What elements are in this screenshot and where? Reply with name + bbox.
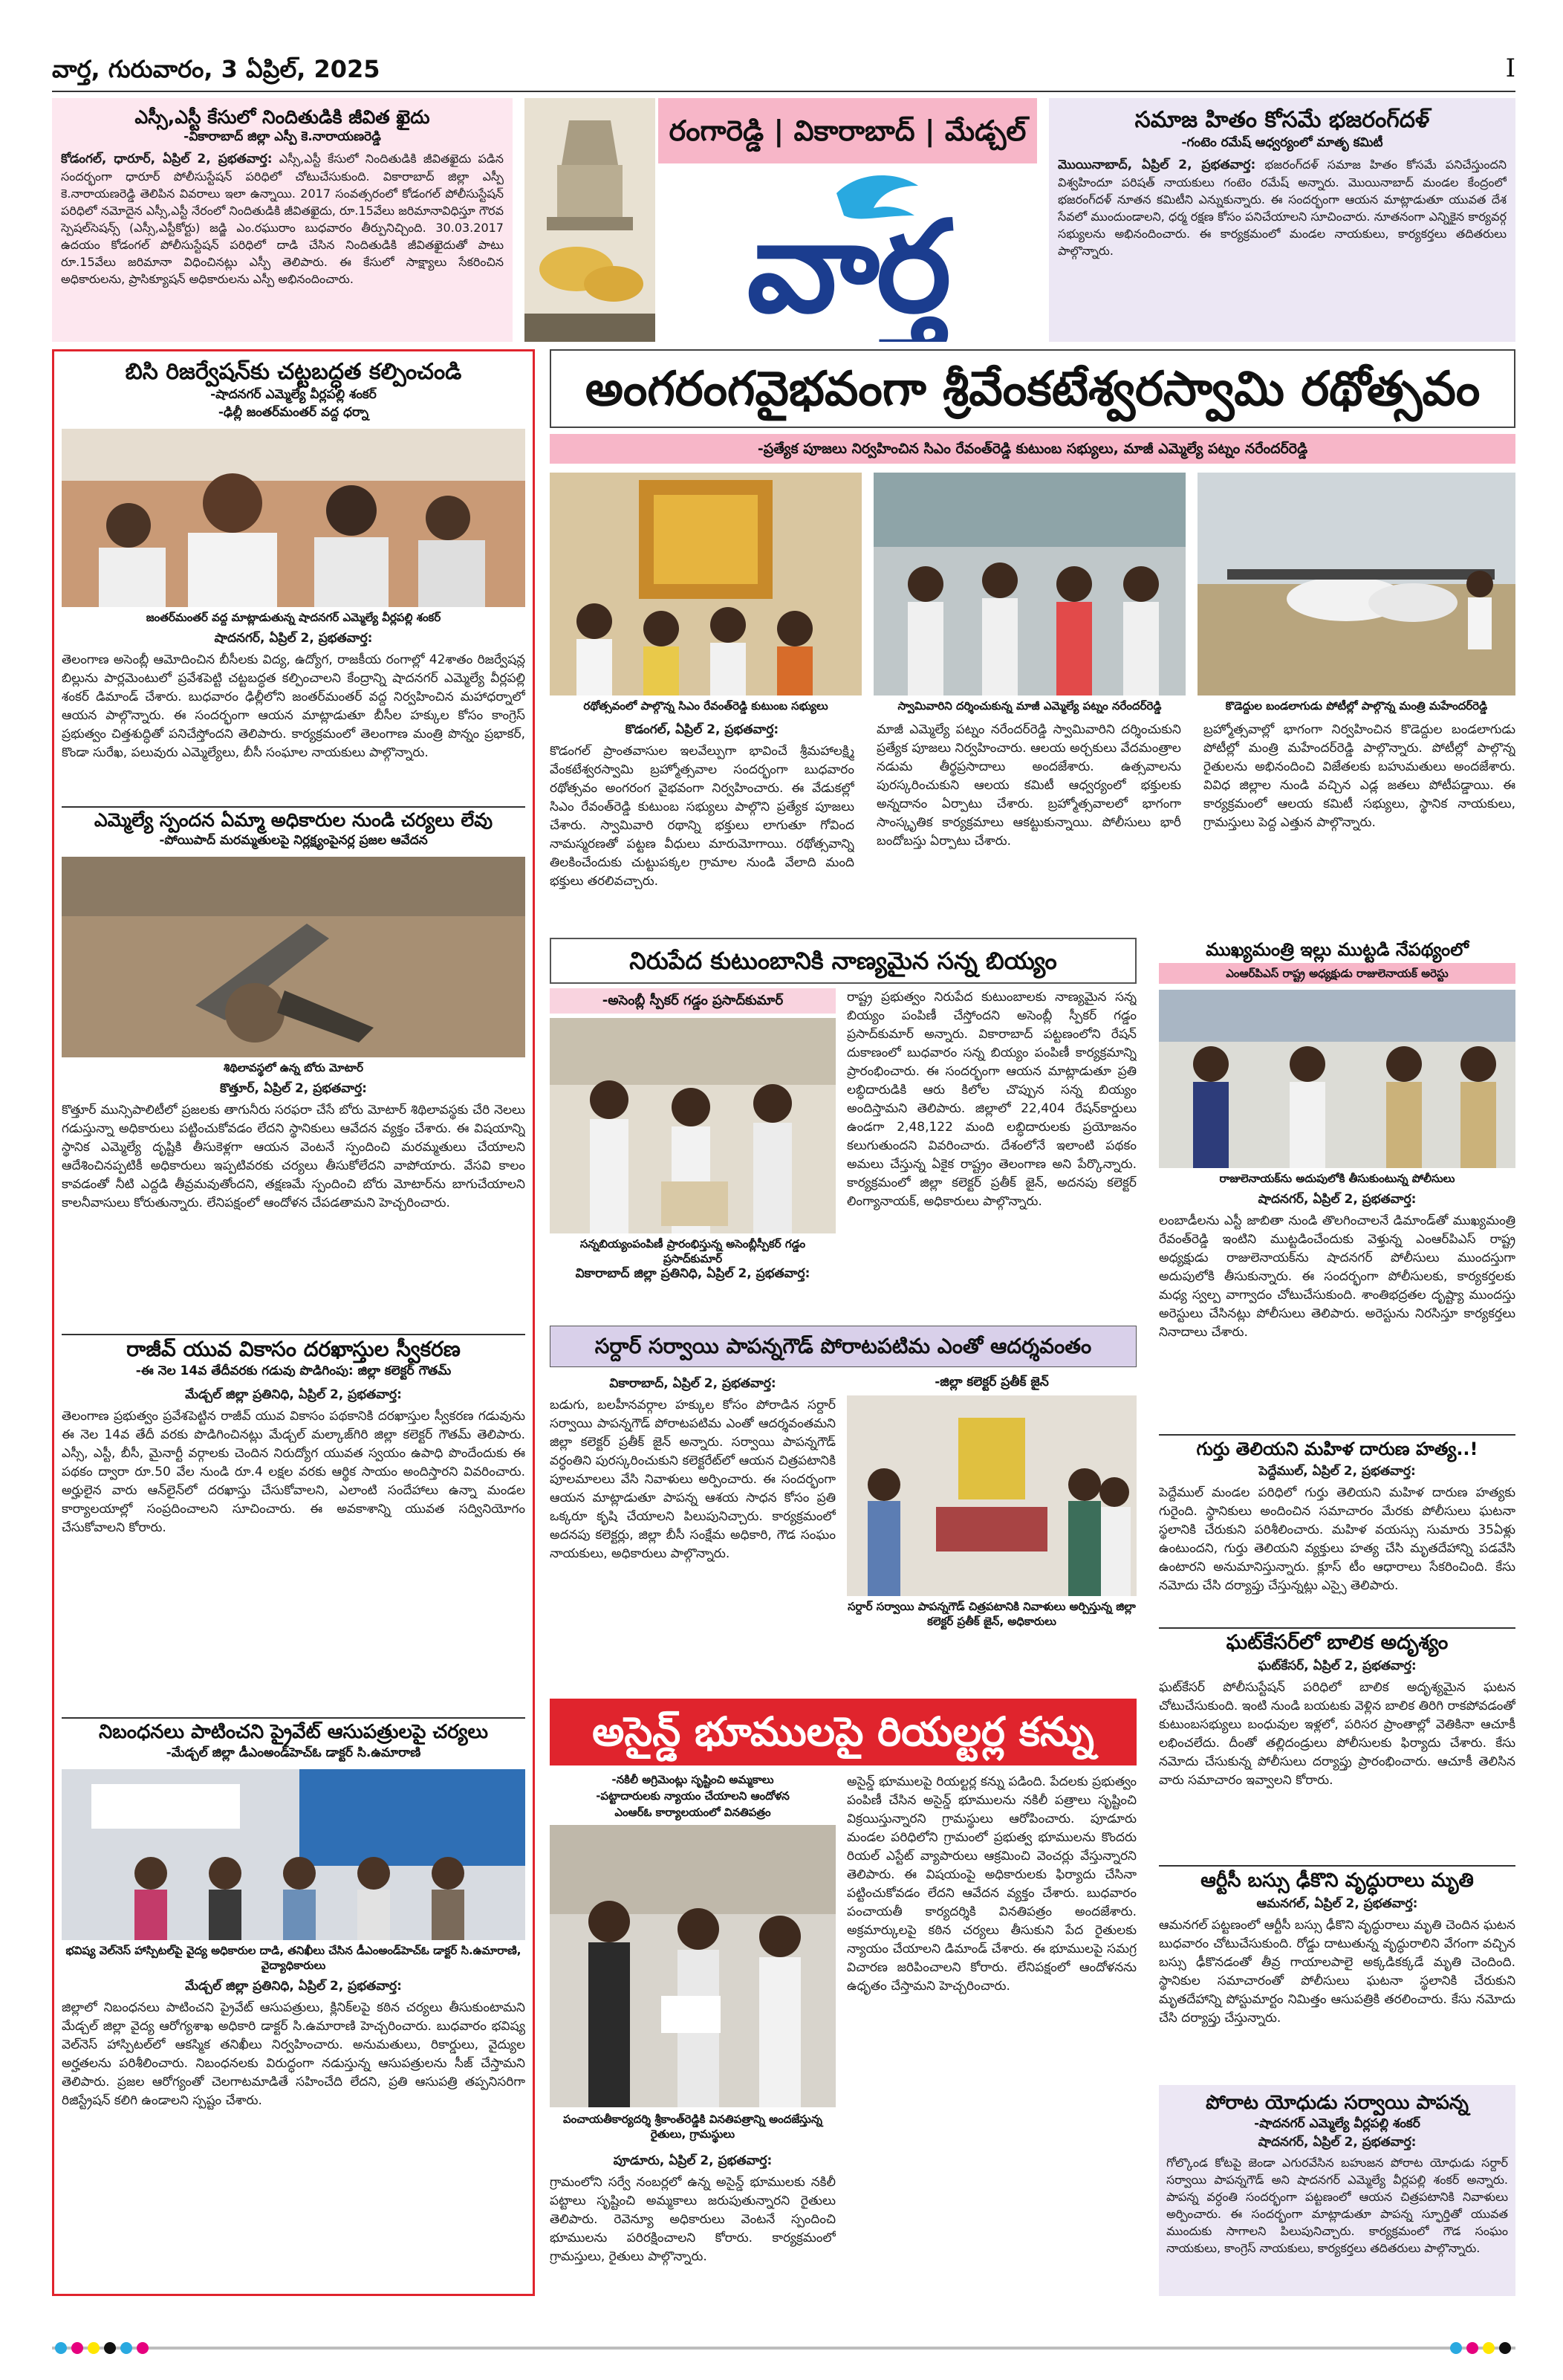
body-text: ఘట్‌కేసర్ పోలీసుస్టేషన్ పరిధిలో బాలిక అదృశ్యమైన ఘటన చోటుచేసుకుంది. ఇంటి నుండి బయటకు వెళ్లిన బాలిక తిరిగి రాకపోవడంతో కుటుంబసభ్యులు బంధువుల ఇళ్లలో, పరిసర ప్రాంతాల్లో వెతికినా ఆచూకీ లభించలేదు. దీంతో తల్లిదండ్రులు పోలీసులకు ఫిర్యాదు చేశారు. కేసు నమోదు చేసుకున్న పోలీసులు దర్యాప్తు ప్రారంభించారు. ఆచూకీ తెలిసిన వారు సమాచారం ఇవ్వాలని కోరారు.	[1159, 1680, 1515, 1788]
body-text: బ్రహ్మోత్సవాల్లో భాగంగా నిర్వహించిన కొడెద్దుల బండలాగుడు పోటీల్లో మంత్రి మహేందర్‌రెడ్డి పాల్గొన్నారు. పోటీల్లో పాల్గొన్న రైతులను అభినందించి విజేతలకు బహుమతులు అందజేశారు. వివిధ జిల్లాల నుండి వచ్చిన ఎడ్ల జతలు పోటీపడ్డాయి. ఈ కార్యక్రమంలో ఆలయ కమిటీ సభ్యులు, స్థానిక నాయకులు, గ్రామస్తులు పెద్ద ఎత్తున పాల్గొన్నారు.	[1203, 722, 1515, 830]
subhead: -ఢిల్లీ జంతర్‌మంతర్ వద్ద ధర్నా	[218, 405, 369, 420]
dateline: షాదనగర్, ఏప్రిల్ 2, ప్రభతవార్త:	[1258, 2135, 1417, 2150]
photo-bore-motor	[62, 857, 525, 1057]
headline: ముఖ్యమంత్రి ఇల్లు ముట్టడి నేపథ్యంలో	[1206, 939, 1469, 960]
dateline: షాదనగర్, ఏప్రిల్ 2, ప్రభతవార్త:	[214, 631, 373, 646]
lead-subhead-band	[550, 434, 1515, 464]
body-text: అసైన్డ్ భూములపై రియల్టర్ల కన్ను పడింది. పేదలకు ప్రభుత్వం పంపిణీ చేసిన అసైన్డ్ భూములను నకిలీ పత్రాలు సృష్టించి విక్రయిస్తున్నారని గ్రామస్థులు ఆరోపించారు. పూడూరు మండల పరిధిలోని గ్రామంలో ప్రభుత్వ భూములను కొందరు రియల్ ఎస్టేట్ వ్యాపారులు ఆక్రమించి వెంచర్లు వేస్తున్నారని తెలిపారు. ఈ విషయంపై అధికారులకు ఫిర్యాదు చేసినా పట్టించుకోవడం లేదని ఆవేదన వ్యక్తం చేశారు. బుధవారం పంచాయతీ కార్యదర్శికి వినతిపత్రం అందజేశారు. అక్రమార్కులపై కఠిన చర్యలు తీసుకుని పేద రైతులకు న్యాయం చేయాలని డిమాండ్ చేశారు. ఈ భూములపై సమగ్ర విచారణ జరిపించాలని కోరారు. లేనిపక్షంలో ఆందోళనను ఉధృతం చేస్తామని హెచ్చరించారు.	[847, 1774, 1137, 1994]
article-rajiv-yuva	[62, 1334, 525, 1713]
photo-caption: స్వామివారిని దర్శించుకున్న మాజీ ఎమ్మెల్యే పట్నం నరేందర్‌రెడ్డి	[897, 699, 1162, 713]
article-murder	[1159, 1434, 1515, 1620]
body-text: జిల్లాలో నిబంధనలు పాటించని ప్రైవేట్ ఆసుపత్రులు, క్లినిక్‌లపై కఠిన చర్యలు తీసుకుంటామని మేడ్చల్ జిల్లా వైద్య ఆరోగ్యశాఖ అధికారి డాక్టర్ సి.ఉమారాణి హెచ్చరించారు. బుధవారం భవిష్య వెల్‌నెస్ హాస్పిటల్‌లో ఆకస్మిక తనిఖీలు నిర్వహించారు. అనుమతులు, రికార్డులు, వైద్యుల అర్హతలను పరిశీలించారు. నిబంధనలకు విరుద్ధంగా నడుస్తున్న ఆసుపత్రులను సీజ్ చేస్తామని తెలిపారు. ప్రజల ఆరోగ్యంతో చెలగాటమాడితే సహించేది లేదని, ప్రతి ఆసుపత్రి తప్పనిసరిగా రిజిస్ట్రేషన్ కలిగి ఉండాలని స్పష్టం చేశారు.	[62, 2000, 525, 2108]
body-text: తెలంగాణ అసెంబ్లీ ఆమోదించిన బీసీలకు విద్య, ఉద్యోగ, రాజకీయ రంగాల్లో 42శాతం రిజర్వేషన్ల బిల్లును పార్లమెంటులో ప్రవేశపెట్టి చట్టబద్ధత కల్పించాలని కేంద్రాన్ని షాదనగర్ ఎమ్మెల్యే వీర్లపల్లి శంకర్ డిమాండ్ చేశారు. బుధవారం ఢిల్లీలోని జంతర్‌మంతర్ వద్ద నిర్వహించిన మహాధర్నాలో ఆయన పాల్గొన్నారు. ఈ సందర్భంగా ఆయన మాట్లాడుతూ బీసీల హక్కుల కోసం కాంగ్రెస్ ప్రభుత్వం చిత్తశుద్ధితో పనిచేస్తోందని తెలిపారు. కార్యక్రమంలో తెలంగాణ మంత్రి పొన్నం ప్రభాకర్, కొండా సురేఖ, పలువురు ఎమ్మెల్యేలు, బీసీ సంఘాల నాయకులు పాల్గొన్నారు.	[62, 652, 525, 760]
photo-temple-visit	[874, 473, 1186, 695]
headline: ఎమ్మెల్యే స్పందన ఏమ్మా అధికారుల నుండి చర్యలు లేవు	[94, 809, 493, 831]
body-text: తెలంగాణ ప్రభుత్వం ప్రవేశపెట్టిన రాజీవ్ యువ వికాసం పథకానికి దరఖాస్తుల స్వీకరణ గడువును ఈ నెల 14వ తేదీ వరకు పొడిగించినట్లు మేడ్చల్ మల్కాజ్‌గిరి జిల్లా కలెక్టర్ గౌతమ్ తెలిపారు. ఎస్సీ, ఎస్టీ, బీసీ, మైనార్టీ వర్గాలకు చెందిన నిరుద్యోగ యువత స్వయం ఉపాధి పొందేందుకు ఈ పథకం ద్వారా రూ.50 వేల నుండి రూ.4 లక్షల వరకు ఆర్థిక సాయం అందిస్తారని వివరించారు. అర్హులైన వారు ఆన్‌లైన్‌లో దరఖాస్తు చేసుకోవాలని, ఎలాంటి సందేహాలు ఉన్నా మండల కార్యాలయాల్లో సంప్రదించాలని సూచించారు. ఈ అవకాశాన్ని యువత సద్వినియోగం చేసుకోవాలని కోరారు.	[62, 1409, 525, 1535]
article-top-left	[52, 98, 513, 342]
body-text: మాజీ ఎమ్మెల్యే పట్నం నరేందర్‌రెడ్డి స్వామివారిని దర్శించుకుని ప్రత్యేక పూజలు నిర్వహించారు. ఆలయ అర్చకులు వేదమంత్రాల నడుమ తీర్థప్రసాదాలు అందజేశారు. ఉత్సవాలను పురస్కరించుకుని ఆలయ కమిటీ ఆధ్వర్యంలో భక్తులకు అన్నదానం ఏర్పాటు చేశారు. బ్రహ్మోత్సవాలలో భాగంగా సాంస్కృతిక కార్యక్రమాలు ఆకట్టుకున్నాయి. పోలీసులు భారీ బందోబస్తు ఏర్పాటు చేశారు.	[877, 722, 1181, 849]
photo-chariot	[550, 473, 862, 695]
article-body	[1058, 156, 1507, 336]
photo-mla-speech	[62, 429, 525, 607]
article-body-right	[847, 1773, 1137, 2293]
dateline: మొయినాబాద్, ఏప్రిల్ 2, ప్రభతవార్త:	[1058, 158, 1256, 172]
temple-image	[524, 98, 655, 342]
photo-caption: సర్దార్ సర్వాయి పాపన్నగౌడ్ చిత్రపటానికి నివాళులు అర్పిస్తున్న జిల్లా కలెక్టర్ ప్రతీక్ జైన్, అధికారులు	[848, 1600, 1136, 1628]
left-column	[52, 349, 535, 2296]
subhead: -షాదనగర్ ఎమ్మెల్యే వీర్లపల్లి శంకర్	[1254, 2116, 1420, 2131]
page-header	[52, 49, 1515, 91]
headline: గుర్తు తెలియని మహిళ దారుణ హత్య..!	[1196, 1439, 1478, 1459]
headline: రాజీవ్ యువ వికాసం దరఖాస్తుల స్వీకరణ	[126, 1337, 461, 1361]
dateline: పూడూరు, ఏప్రిల్ 2, ప్రభతవార్త:	[613, 2153, 773, 2168]
article-warrior	[1159, 2085, 1515, 2296]
headline-bar	[550, 1699, 1137, 1765]
dateline: ఆమనగల్, ఏప్రిల్ 2, ప్రభతవార్త:	[1256, 1896, 1418, 1911]
article-rtc-accident	[1159, 1865, 1515, 2078]
logo	[658, 163, 1037, 342]
subhead: -జిల్లా కలెక్టర్ ప్రతీక్ జైన్	[935, 1375, 1049, 1390]
photo-rice-distribution	[550, 1018, 836, 1233]
headline: సర్దార్ సర్వాయి పాపన్నగౌడ్ పోరాటపటిమ ఎంతో ఆదర్శవంతం	[594, 1334, 1092, 1358]
photo-caption: భవిష్య వెల్‌నెస్ హాస్పిటల్‌పై వైద్య అధికారుల దాడి, తనిఖీలు చేసిన డీఎంఅండ్‌హెచ్‌ఓ డాక్టర్ సి.ఉమారాణి, వైద్యాధికారులు	[65, 1944, 521, 1972]
body-text: భజరంగ్‌దళ్ సమాజ హితం కోసమే పనిచేస్తుందని విశ్వహిందూ పరిషత్ నాయకులు గంటెం రమేష్ అన్నారు. మొయినాబాద్ మండల కేంద్రంలో భజరంగ్‌దళ్ నూతన కమిటీని ఎన్నుకున్నారు. ఈ సందర్భంగా ఆయన మాట్లాడుతూ యువత దేశ సేవలో ముందుండాలని, ధర్మ రక్షణ కోసం పనిచేయాలని సూచించారు. నూతనంగా ఎన్నికైన కార్యవర్గ సభ్యులను అభినందించారు. ఈ కార్యక్రమంలో మండల నాయకులు, కార్యకర్తలు తదితరులు పాల్గొన్నారు.	[1058, 158, 1507, 258]
body-text: పెద్దేముల్ మండల పరిధిలో గుర్తు తెలియని మహిళ దారుణ హత్యకు గురైంది. స్థానికులు అందించిన సమాచారం మేరకు పోలీసులు ఘటనా స్థలానికి చేరుకుని పరిశీలించారు. మహిళ వయస్సు సుమారు 35ఏళ్లు ఉంటుందని, గుర్తు తెలియని వ్యక్తులు హత్య చేసి మృతదేహాన్ని పడవేసి ఉంటారని అనుమానిస్తున్నారు. క్లూస్ టీం ఆధారాలు సేకరించింది. కేసు నమోదు చేసి దర్యాప్తు చేస్తున్నట్లు ఎస్సై తెలిపారు.	[1159, 1485, 1515, 1593]
body-text: బడుగు, బలహీనవర్గాల హక్కుల కోసం పోరాడిన సర్దార్ సర్వాయి పాపన్నగౌడ్ పోరాటపటిమ ఎంతో ఆదర్శవంతమని జిల్లా కలెక్టర్ ప్రతీక్ జైన్ అన్నారు. సర్వాయి పాపన్నగౌడ్ వర్ధంతిని పురస్కరించుకుని కలెక్టరేట్‌లో ఆయన చిత్రపటానికి పూలమాలలు వేసి నివాళులు అర్పించారు. ఈ సందర్భంగా ఆయన మాట్లాడుతూ పాపన్న ఆశయ సాధన కోసం ప్రతి ఒక్కరూ కృషి చేయాలని పిలుపునిచ్చారు. కార్యక్రమంలో అదనపు కలెక్టర్లు, జిల్లా బీసీ సంక్షేమ అధికారి, గౌడ సంఘం నాయకులు, అధికారులు పాల్గొన్నారు.	[550, 1398, 836, 1561]
article-body	[1159, 1895, 1515, 2070]
headline: ఆర్టీసీ బస్సు ఢీకొని వృద్ధురాలు మృతి	[1200, 1870, 1474, 1892]
article-cm-house	[1159, 938, 1515, 1428]
body-text: గ్రామంలోని సర్వే నంబర్లలో ఉన్న అసైన్డ్ భూములకు నకిలీ పట్టాలు సృష్టించి అమ్మకాలు జరుపుతున్నారని రైతులు తెలిపారు. రెవెన్యూ అధికారులు వెంటనే స్పందించి భూములను పరిరక్షించాలని కోరారు. కార్యక్రమంలో గ్రామస్తులు, రైతులు పాల్గొన్నారు.	[550, 2175, 836, 2264]
subhead: -గంటెం రమేష్ ఆధ్వర్యంలో మాతృ కమిటీ	[1181, 135, 1383, 150]
photo-caption: రథోత్సవంలో పాల్గొన్న సిఎం రేవంత్‌రెడ్డి కుటుంబ సభ్యులు	[583, 699, 828, 713]
headline: నిబంధనలు పాటించని ప్రైవేట్ ఆసుపత్రులపై చర్యలు	[99, 1721, 488, 1743]
dateline: కోడంగల్, ధారూర్, ఏప్రిల్ 2, ప్రభతవార్త:	[61, 152, 273, 166]
dateline: ఘట్‌కేసర్, ఏప్రిల్ 2, ప్రభతవార్త:	[1258, 1658, 1417, 1673]
dateline: వికారాబాద్ జిల్లా ప్రతినిధి, ఏప్రిల్ 2, ప్రభతవార్త:	[575, 1266, 810, 1281]
dateline: మేడ్చల్ జిల్లా ప్రతినిధి, ఏప్రిల్ 2, ప్రభతవార్త:	[185, 1387, 402, 1402]
headline-band	[550, 1326, 1137, 1367]
dateline: వికారాబాద్, ఏప్రిల్ 2, ప్రభతవార్త:	[609, 1376, 776, 1391]
print-registration-strip	[52, 2341, 1515, 2355]
sub-band	[1159, 963, 1515, 984]
article-body	[1166, 2134, 1508, 2283]
photo-caption: రాజులెనాయక్‌ను అదుపులోకి తీసుకుంటున్న పోలీసులు	[1219, 1172, 1455, 1185]
subhead: -పోయిపాద్ మరమ్మతులపై నిర్లక్ష్యంపైనర్ల ప్రజల ఆవేదన	[159, 833, 428, 848]
article-body-col3	[1203, 721, 1515, 914]
article-body	[62, 1977, 525, 2260]
sub-band	[550, 988, 836, 1014]
header-rule	[52, 91, 1515, 92]
article-body	[1159, 1462, 1515, 1611]
article-body	[847, 988, 1137, 1308]
subhead: -మేడ్చల్ జిల్లా డీఎంఅండ్‌హెచ్‌ఓ డాక్టర్ సి.ఉమారాణి	[166, 1745, 421, 1760]
headline-box	[550, 938, 1137, 984]
body-text: రాష్ట్ర ప్రభుత్వం నిరుపేద కుటుంబాలకు నాణ్యమైన సన్న బియ్యం పంపిణీ చేస్తోందని అసెంబ్లీ స్పీకర్ గడ్డం ప్రసాద్‌కుమార్ అన్నారు. వికారాబాద్ పట్టణంలోని రేషన్ దుకాణంలో బుధవారం సన్న బియ్యం పంపిణీ కార్యక్రమాన్ని ప్రారంభించారు. ఈ సందర్భంగా ఆయన మాట్లాడుతూ ప్రతి లబ్ధిదారుడికి ఆరు కిలోల చొప్పున సన్న బియ్యం అందిస్తామని తెలిపారు. జిల్లాలో 22,404 రేషన్‌కార్డులు ఉండగా 2,48,122 మంది లబ్ధిదారులకు ప్రయోజనం కలుగుతుందని వివరించారు. దేశంలోనే ఇలాంటి పథకం అమలు చేస్తున్న ఏకైక రాష్ట్రం తెలంగాణ అని పేర్కొన్నారు. కార్యక్రమంలో జిల్లా కలెక్టర్ ప్రతీక్ జైన్, అదనపు కలెక్టర్ లింగ్యానాయక్, అధికారులు పాల్గొన్నారు.	[847, 990, 1137, 1209]
photo-caption: కొడెద్దుల బండలాగుడు పోటీల్లో పాల్గొన్న మంత్రి మహేందర్‌రెడ్డి	[1225, 699, 1488, 713]
article-top-right	[1049, 98, 1515, 342]
headline: ఘట్‌కేసర్‌లో బాలిక అదృశ్యం	[1226, 1631, 1449, 1654]
article-body	[61, 150, 504, 336]
body-text: గోల్కొండ కోటపై జెండా ఎగురవేసిన బహుజన పోరాట యోధుడు సర్దార్ సర్వాయి పాపన్నగౌడ్ అని షాదనగర్ ఎమ్మెల్యే వీర్లపల్లి శంకర్ అన్నారు. పాపన్న వర్ధంతి సందర్భంగా పట్టణంలో ఆయన చిత్రపటానికి నివాళులు అర్పించారు. ఈ సందర్భంగా మాట్లాడుతూ పాపన్న స్ఫూర్తితో యువత ముందుకు సాగాలని పిలుపునిచ్చారు. కార్యక్రమంలో గౌడ సంఘం నాయకులు, కాంగ్రెస్ నాయకులు, కార్యకర్తలు తదితరులు పాల్గొన్నారు.	[1166, 2156, 1508, 2255]
photo-arrest	[1159, 990, 1515, 1168]
dateline: షాదనగర్, ఏప్రిల్ 2, ప్రభతవార్త:	[1258, 1192, 1417, 1207]
photo-caption: జంతర్‌మంతర్ వద్ద మాట్లాడుతున్న షాదనగర్ ఎమ్మెల్యే వీర్లపల్లి శంకర్	[146, 611, 441, 624]
article-body-col2	[877, 721, 1181, 914]
subhead: ఎంఆర్‌పిఎస్ రాష్ట్ర అధ్యక్షుడు రాజులెనాయక్ అరెస్టు	[1226, 967, 1449, 980]
body-text: లంబాడీలను ఎస్టీ జాబితా నుండి తొలగించాలనే డిమాండ్‌తో ముఖ్యమంత్రి రేవంత్‌రెడ్డి ఇంటిని ముట్టడించేందుకు వెళ్తున్న ఎంఆర్‌పిఎస్ రాష్ట్ర అధ్యక్షుడు రాజులెనాయక్‌ను షాదనగర్ పోలీసులు ముందస్తుగా అదుపులోకి తీసుకున్నారు. ఈ సందర్భంగా పోలీసులకు, కార్యకర్తలకు మధ్య స్వల్ప వాగ్వాదం చోటుచేసుకుంది. శాంతిభద్రతల దృష్ట్యా ముందస్తు అరెస్టులు చేసినట్లు పోలీసులు తెలిపారు. అరెస్టును నిరసిస్తూ కార్యకర్తలు నినాదాలు చేశారు.	[1159, 1213, 1515, 1340]
article-bore-motor	[62, 806, 525, 1322]
photo-caption: పంచాయతీకార్యదర్శి శ్రీకాంత్‌రెడ్డికి వినతిపత్రాన్ని అందజేస్తున్న రైతులు, గ్రామస్థులు	[563, 2113, 822, 2141]
article-rice	[550, 938, 1137, 1309]
article-bc-reservation	[62, 357, 525, 785]
body-text: ఆమనగల్ పట్టణంలో ఆర్టీసీ బస్సు ఢీకొని వృద్ధురాలు మృతి చెందిన ఘటన బుధవారం చోటుచేసుకుంది. రోడ్డు దాటుతున్న వృద్ధురాలిని వేగంగా వచ్చిన బస్సు ఢీకొనడంతో తీవ్ర గాయాలపాలై అక్కడికక్కడే మృతి చెందింది. స్థానికుల సమాచారంతో పోలీసులు ఘటనా స్థలానికి చేరుకుని మృతదేహాన్ని పోస్టుమార్టం నిమిత్తం ఆసుపత్రికి తరలించారు. కేసు నమోదు చేసి దర్యాప్తు చేస్తున్నారు.	[1159, 1918, 1515, 2026]
article-body	[62, 629, 525, 785]
district-tags: రంగారెడ్డి | వికారాబాద్ | మేడ్చల్	[669, 114, 1027, 147]
article-body	[550, 1375, 836, 1687]
subhead: -షాదనగర్ ఎమ్మెల్యే వీర్లపల్లి శంకర్	[210, 387, 377, 402]
headline: సమాజ హితం కోసమే భజరంగ్‌దళ్	[1134, 107, 1430, 133]
headline: అంగరంగవైభవంగా శ్రీవేంకటేశ్వరస్వామి రథోత్సవం	[585, 362, 1481, 417]
subhead: -నకిలీ అగ్రిమెంట్లు సృష్టించి అమ్మకాలు	[611, 1773, 774, 1786]
photo-memorandum	[550, 1825, 836, 2107]
subhead: -అసెంబ్లీ స్పీకర్ గడ్డం ప్రసాద్‌కుమార్	[602, 993, 784, 1008]
headline: పోరాట యోధుడు సర్వాయి పాపన్న	[1206, 2092, 1469, 2114]
subhead: -ప్రత్యేక పూజలు నిర్వహించిన సిఎం రేవంత్‌రెడ్డి కుటుంబ సభ్యులు, మాజీ ఎమ్మెల్యే పట్నం నరేందర్‌రెడ్డి	[757, 441, 1308, 457]
dateline: మేడ్చల్ జిల్లా ప్రతినిధి, ఏప్రిల్ 2, ప్రభతవార్త:	[185, 1979, 402, 1994]
subhead: -వికారాబాద్ జిల్లా ఎస్పీ కె.నారాయణరెడ్డి	[183, 129, 381, 144]
body-text: ఎస్సీ,ఎస్టీ కేసులో నిందితుడికి జీవితఖైదు పడిన సందర్భంగా ధారూర్ పోలీసుస్టేషన్ పరిధిలో చోటుచేసుకుంది. వికారాబాద్ జిల్లా ఎస్పీ కె.నారాయణరెడ్డి తెలిపిన వివరాలు ఇలా ఉన్నాయి. 2017 సంవత్సరంలో కోడంగల్ పోలీసుస్టేషన్ పరిధిలో నమోదైన ఎస్సీ,ఎస్టీ నేరంలో నిందితుడికి జీవితఖైదు, రూ.15వేలు జరిమానావిధిస్తూ గౌరవ స్పెషల్‌సెషన్స్ (ఎస్సీ,ఎస్టీకోర్టు) జడ్జి ఎం.రఘురాం బుధవారం తీర్పునిచ్చింది. 30.03.2017 ఉదయం కోడంగల్ పోలీసుస్టేషన్ పరిధిలో దాడి చేసిన నిందితుడికి జీవితఖైదుతో పాటు రూ.15వేలు జరిమానా విధించినట్లు ఎస్పీ తెలిపారు. ఈ కేసులో సాక్ష్యాలు సేకరించిన అధికారులను, ప్రాసిక్యూషన్ అధికారులను ఎస్పీ అభినందించారు.	[61, 152, 504, 286]
article-assigned-lands	[550, 1699, 1137, 2296]
photo-hospital-inspection	[62, 1769, 525, 1940]
photo-caption: సన్నబియ్యంపంపిణీ ప్రారంభిస్తున్న అసెంబ్లీస్పీకర్ గడ్డం ప్రసాద్‌కుమార్	[579, 1237, 806, 1265]
headline: నిరుపేద కుటుంబానికి నాణ్యమైన సన్న బియ్యం	[629, 947, 1057, 975]
masthead	[524, 98, 1037, 342]
logo-text: వార్త	[747, 194, 949, 341]
photo-papanna-tribute	[847, 1395, 1137, 1596]
photo-bullock-race	[1198, 473, 1515, 695]
article-body-dateline	[550, 1265, 836, 1309]
date-line: వార్త, గురువారం, 3 ఏప్రిల్, 2025	[52, 55, 380, 83]
page-number: I	[1505, 53, 1515, 83]
article-ghatkesar	[1159, 1627, 1515, 1858]
district-banner	[658, 98, 1037, 163]
subhead: ఎంఆర్‌ఓ కార్యాలయంలో వినతిపత్రం	[614, 1806, 771, 1819]
article-body	[62, 1386, 525, 1713]
subhead: -పట్టాదారులకు న్యాయం చేయాలని ఆందోళన	[596, 1789, 790, 1803]
headline: అసైన్డ్ భూములపై రియల్టర్ల కన్ను	[592, 1708, 1094, 1755]
dateline: కొడంగల్, ఏప్రిల్ 2, ప్రభతవార్త:	[625, 722, 779, 737]
body-text: కొడంగల్ ప్రాంతవాసుల ఇలవేల్పుగా భావించే శ్రీమహాలక్ష్మి వేంకటేశ్వరస్వామి బ్రహ్మోత్సవాల సందర్భంగా బుధవారం రథోత్సవం అంగరంగ వైభవంగా నిర్వహించారు. ఈ వేడుకల్లో సిఎం రేవంత్‌రెడ్డి కుటుంబ సభ్యులు పాల్గొని ప్రత్యేక పూజలు చేశారు. స్వామివారి రథాన్ని భక్తులు లాగుతూ గోవింద నామస్మరణతో పట్టణ వీధులు మారుమోగాయి. రథోత్సవాన్ని తిలకించేందుకు చుట్టుపక్కల గ్రామాల నుండి వేలాది మంది భక్తులు తరలివచ్చారు.	[550, 744, 854, 889]
subheads	[550, 1773, 836, 1822]
headline: బిసి రిజర్వేషన్‌కు చట్టబద్ధత కల్పించండి	[125, 359, 462, 385]
subhead: -ఈ నెల 14వ తేదీవరకు గడువు పొడిగింపు: జిల్లా కలెక్టర్ గౌతమ్	[135, 1364, 452, 1378]
dateline: కొత్తూర్, ఏప్రిల్ 2, ప్రభతవార్త:	[220, 1081, 367, 1096]
article-body	[1159, 1657, 1515, 1850]
article-body	[62, 1080, 525, 1322]
photo-caption: శిథిలావస్థలో ఉన్న బోరు మోటార్	[223, 1061, 364, 1074]
headline: ఎస్సీ,ఎస్టీ కేసులో నిందితుడికి జీవిత ఖైదు	[134, 106, 430, 128]
body-text: కొత్తూర్ మున్సిపాలిటీలో ప్రజలకు తాగునీరు సరఫరా చేసే బోరు మోటార్ శిథిలావస్థకు చేరి నెలలు గడుస్తున్నా అధికారులు పట్టించుకోవడం లేదని స్థానికులు ఆవేదన వ్యక్తం చేశారు. ఈ విషయాన్ని స్థానిక ఎమ్మెల్యే దృష్టికి తీసుకెళ్లగా ఆయన వెంటనే స్పందించి మరమ్మతులు చేయాలని ఆదేశించినప్పటికీ అధికారులు ఇప్పటివరకు చర్యలు తీసుకోలేదని వాపోయారు. వేసవి కాలం కావడంతో నీటి ఎద్దడి తీవ్రమవుతోందని, తక్షణమే స్పందించి బోరు మోటార్‌ను బాగుచేయాలని కాలనీవాసులు కోరుతున్నారు. లేనిపక్షంలో ఆందోళన చేపడతామని హెచ్చరించారు.	[62, 1103, 525, 1210]
article-body-col1	[550, 721, 854, 914]
lead-story	[550, 349, 1515, 921]
article-private-hospitals	[62, 1717, 525, 2260]
article-body	[1159, 1190, 1515, 1395]
lead-headline-box	[550, 349, 1515, 428]
article-papanna	[550, 1326, 1137, 1690]
dateline: పెద్దేముల్, ఏప్రిల్ 2, ప్రభతవార్త:	[1258, 1464, 1416, 1479]
article-body-left	[550, 2152, 836, 2293]
